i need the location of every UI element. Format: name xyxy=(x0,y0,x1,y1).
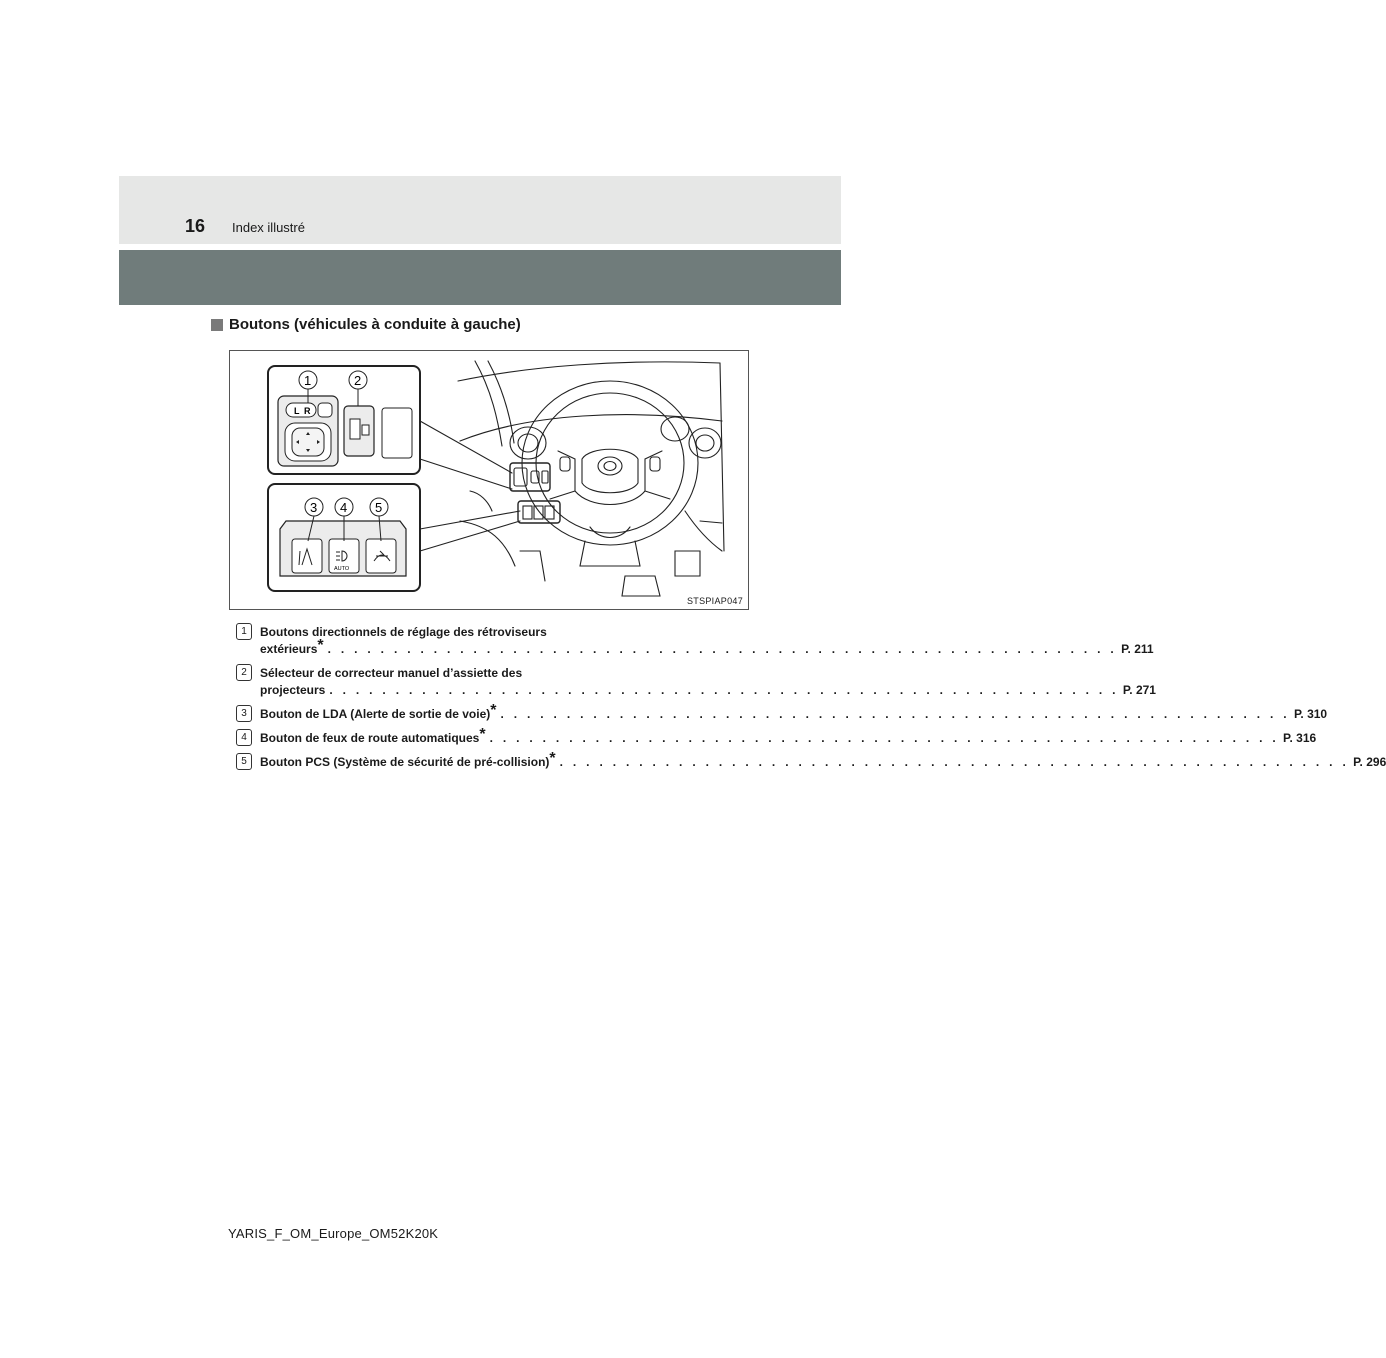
mirror-switch-inset xyxy=(268,366,420,474)
callout-3: 3 xyxy=(310,500,318,515)
item-label: projecteurs xyxy=(260,683,326,697)
right-mirror-letter: R xyxy=(304,406,311,416)
page-reference[interactable]: P. 211 xyxy=(1121,642,1154,656)
list-item xyxy=(236,726,1317,747)
leader-dots: . . . . . . . . . . . . . . . . . . . . . . . . . . . . . . . . . . . . . . . . . . . . . . . . . . . . . . . . . . . . xyxy=(327,642,1118,656)
chapter-title: Index illustré xyxy=(232,220,305,235)
page-reference[interactable]: P. 271 xyxy=(1122,683,1156,697)
item-label: Bouton PCS (Système de sécurité de pré-collision) xyxy=(260,755,550,769)
item-number: 4 xyxy=(236,729,252,746)
callout-5: 5 xyxy=(375,500,383,515)
item-number: 1 xyxy=(236,623,252,640)
list-item xyxy=(236,702,1328,723)
item-label-line1: Sélecteur de correcteur manuel d’assiette des xyxy=(260,666,523,680)
left-mirror-letter: L xyxy=(294,406,300,416)
item-number: 3 xyxy=(236,705,252,722)
list-item xyxy=(236,665,1156,699)
asterisk: * xyxy=(317,637,324,654)
list-item xyxy=(236,624,1154,658)
asterisk: * xyxy=(479,726,486,743)
item-label: Bouton de feux de route automatiques xyxy=(260,731,480,745)
page-reference[interactable]: P. 310 xyxy=(1293,707,1328,721)
figure-code: STSPIAP047 xyxy=(686,596,743,606)
leader-dots: . . . . . . . . . . . . . . . . . . . . . . . . . . . . . . . . . . . . . . . . . . . . . . . . . . . . . . . . . . . . xyxy=(559,755,1350,769)
page-reference[interactable]: P. 316 xyxy=(1283,731,1317,745)
leader-dots: . . . . . . . . . . . . . . . . . . . . . . . . . . . . . . . . . . . . . . . . . . . . . . . . . . . . . . . . . . . . xyxy=(329,683,1119,697)
item-label-line1: Boutons directionnels de réglage des rétroviseurs xyxy=(260,625,547,639)
page-number: 16 xyxy=(185,216,206,236)
auto-label: AUTO xyxy=(334,566,350,572)
header-dark-band xyxy=(119,250,841,305)
document-id: YARIS_F_OM_Europe_OM52K20K xyxy=(228,1226,439,1241)
list-item xyxy=(236,750,1386,771)
leader-dots: . . . . . . . . . . . . . . . . . . . . . . . . . . . . . . . . . . . . . . . . . . . . . . . . . . . . . . . . . . . . xyxy=(489,731,1280,745)
asterisk: * xyxy=(549,750,556,767)
item-label: Bouton de LDA (Alerte de sortie de voie) xyxy=(260,707,491,721)
callout-2: 2 xyxy=(354,373,362,388)
page-reference[interactable]: P. 296 xyxy=(1353,755,1386,769)
item-list xyxy=(236,624,1386,778)
callout-1: 1 xyxy=(304,373,312,388)
item-label: extérieurs xyxy=(260,642,318,656)
dashboard-illustration xyxy=(229,350,749,610)
header-band xyxy=(119,176,841,244)
driver-assist-switch-inset xyxy=(268,484,420,591)
leader-dots: . . . . . . . . . . . . . . . . . . . . . . . . . . . . . . . . . . . . . . . . . . . . . . . . . . . . . . . . . . . . xyxy=(500,707,1290,721)
asterisk: * xyxy=(490,702,497,719)
item-number: 5 xyxy=(236,753,252,770)
callout-4: 4 xyxy=(340,500,348,515)
section-square-icon xyxy=(211,319,223,331)
dashboard-drawing xyxy=(230,351,750,611)
section-title: Boutons (véhicules à conduite à gauche) xyxy=(229,316,521,333)
item-number: 2 xyxy=(236,664,252,681)
